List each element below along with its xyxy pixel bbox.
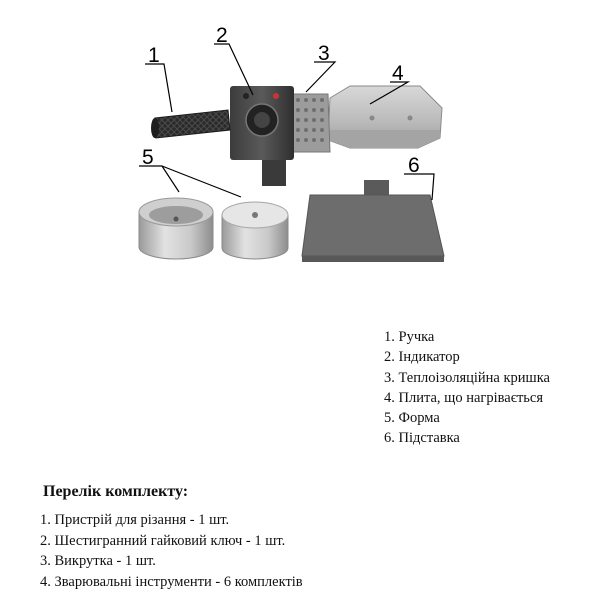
callout-3: 3 bbox=[318, 42, 330, 65]
callout-5: 5 bbox=[142, 146, 154, 169]
callout-2: 2 bbox=[216, 24, 228, 47]
legend-item-insulating-cover: 3. Теплоізоляційна кришка bbox=[384, 369, 550, 386]
insulating-cover bbox=[292, 94, 330, 152]
legend-item-indicator: 2. Індикатор bbox=[384, 349, 460, 366]
kit-item: 3. Викрутка - 1 шт. bbox=[40, 553, 156, 569]
form-hollow bbox=[139, 198, 213, 259]
stand bbox=[302, 180, 444, 262]
callout-6: 6 bbox=[408, 154, 420, 177]
handle bbox=[151, 110, 230, 138]
kit-item: 4. Зварювальні інструменти - 6 комплектів bbox=[40, 573, 303, 590]
legend-item-handle: 1. Ручка bbox=[384, 329, 435, 345]
parts-legend bbox=[384, 327, 550, 449]
legend-item-stand: 6. Підставка bbox=[384, 430, 460, 447]
kit-list bbox=[40, 510, 303, 592]
kit-title: Перелік комплекту: bbox=[43, 483, 189, 500]
form-solid bbox=[222, 202, 288, 259]
callout-4: 4 bbox=[392, 62, 404, 85]
control-body bbox=[230, 86, 294, 186]
legend-item-heating-plate: 4. Плита, що нагрівається bbox=[384, 389, 543, 406]
kit-item: 1. Пристрій для різання - 1 шт. bbox=[40, 512, 230, 528]
legend-item-form: 5. Форма bbox=[384, 410, 440, 427]
kit-item: 2. Шестигранний гайковий ключ - 1 шт. bbox=[40, 532, 286, 549]
callout-1: 1 bbox=[148, 44, 160, 67]
